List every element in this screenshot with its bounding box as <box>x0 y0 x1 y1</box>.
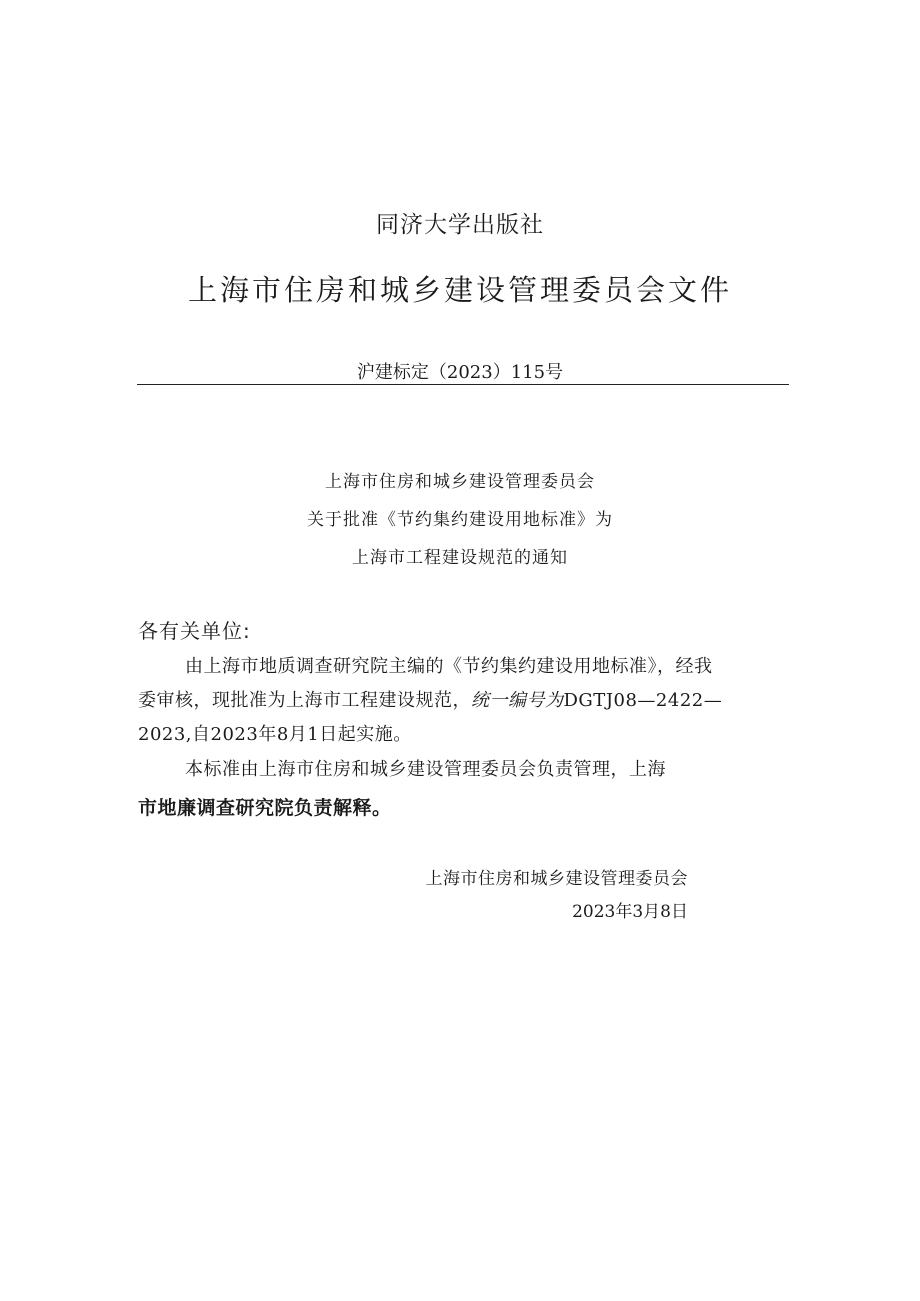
document-header-title: 上海市住房和城乡建设管理委员会文件 <box>187 273 732 307</box>
body-paragraph-1-line-2 <box>138 686 778 712</box>
signature-organization: 上海市住房和城乡建设管理委员会 <box>425 869 688 889</box>
unified-number-label: 统一编号为 <box>471 690 564 711</box>
document-number: 沪建标定（2023）115号 <box>356 362 564 383</box>
body-paragraph-2-line-2: 市地廉调查研究院负责解释。 <box>138 797 392 819</box>
notice-title-line-1: 上海市住房和城乡建设管理委员会 <box>325 472 595 492</box>
body-paragraph-2-line-1: 本标准由上海市住房和城乡建设管理委员会负责管理，上海 <box>185 759 666 780</box>
body-paragraph-1-line-3: 2023,自2023年8月1日起实施。 <box>138 724 412 745</box>
header-divider <box>137 384 789 385</box>
standard-code: DGTJ08—2422— <box>563 690 723 711</box>
approval-text: 委审核，现批准为上海市工程建设规范， <box>138 690 471 711</box>
body-paragraph-1-line-1: 由上海市地质调查研究院主编的《节约集约建设用地标准》，经我 <box>185 656 713 677</box>
notice-title-line-2: 关于批准《节约集约建设用地标准》为 <box>307 510 613 530</box>
signature-date: 2023年3月8日 <box>572 902 688 922</box>
notice-title-line-3: 上海市工程建设规范的通知 <box>352 548 568 568</box>
publisher-name: 同济大学出版社 <box>376 212 544 238</box>
notice-title <box>0 463 920 577</box>
salutation: 各有关单位: <box>138 619 251 643</box>
